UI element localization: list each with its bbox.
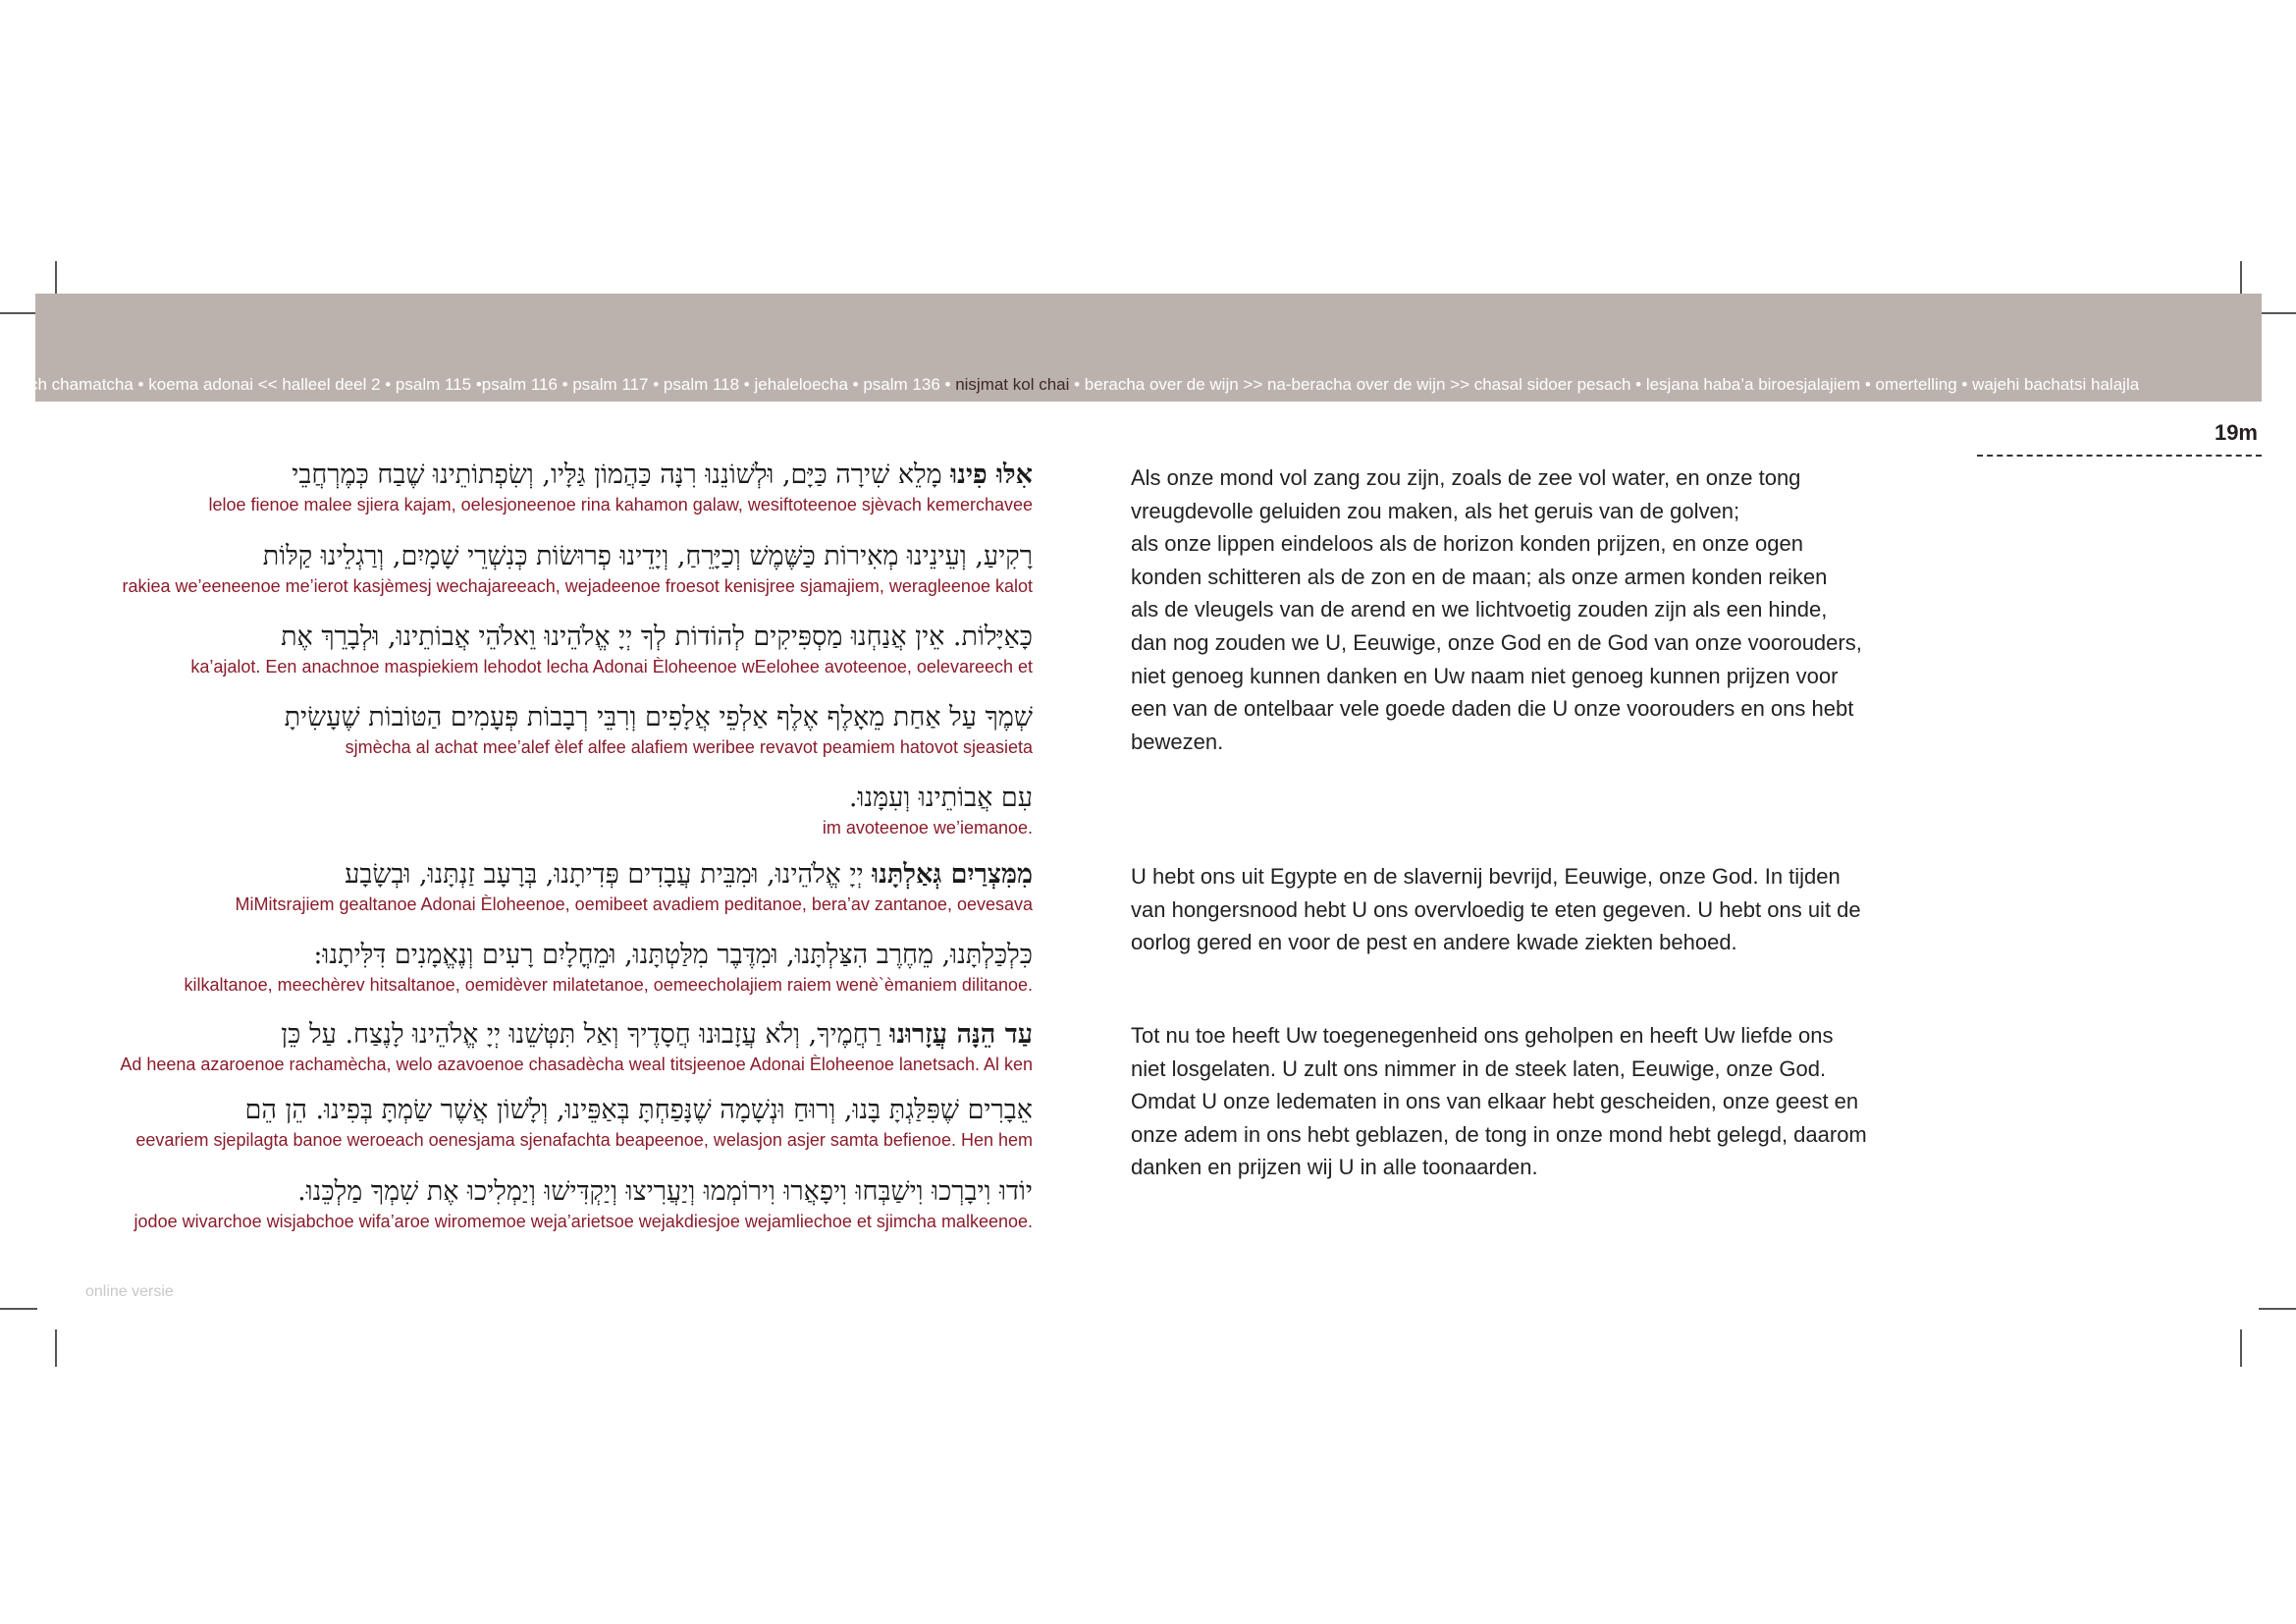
nav-current[interactable]: nisjmat kol chai	[955, 375, 1070, 394]
transliteration: rakiea we’eeneenoe me’ierot kasjèmesj wechajareeach, wejadeenoe froesot kenisjree sjamajiem, weragleenoe kalot	[122, 576, 1033, 596]
hebrew-section	[59, 700, 1033, 759]
dutch-paragraph: Als onze mond vol zang zou zijn, zoals de zee vol water, en onze tong vreugdevolle geluiden zou maken, als het geruis van de golven; als onze lippen eindeloos als de horizon konden prijzen, en onze ogen konden schitteren als de zon en de maan; als onze armen konden reiken als de vleugels van de arend en we lichtvoetig zouden zijn als een hinde, dan nog zouden we U, Eeuwige, onze God en de God van onze voorouders, niet genoeg kunnen danken en Uw naam niet genoeg kunnen prijzen voor een van de ontelbaar vele goede daden die U onze voorouders en ons hebt bewezen.	[1131, 465, 1862, 754]
nav-before[interactable]: ch chamatcha • koema adonai << halleel deel 2 • psalm 115 •psalm 116 • psalm 117 • psalm 118 • jehaleloecha • psalm 136 •	[29, 375, 956, 394]
transliteration: ka’ajalot. Een anachnoe maspiekiem lehodot lecha Adonai Èloheenoe wEelohee avoteenoe, oelevareech et	[190, 657, 1033, 677]
hebrew-line: מִמִּצְרַיִם גְּאַלְתָּנוּ יְיָ אֱלֹהֵינוּ, וּמִבֵּית עֲבָדִים פְּדִיתָנוּ, בְּרָעָב זַנְתָּנוּ, וּבְשָׂבָע	[345, 859, 1033, 890]
footer-note: online versie	[85, 1283, 174, 1300]
crop-mark	[0, 1308, 37, 1310]
transliteration: im avoteenoe we’iemanoe.	[822, 818, 1033, 838]
nav-after[interactable]: • beracha over de wijn >> na-beracha over de wijn >> chasal sidoer pesach • lesjana haba’a biroesjalajiem • omertelling • wajehi bachatsi halajla	[1069, 375, 2140, 394]
crop-mark	[0, 312, 37, 314]
crop-mark	[55, 1329, 57, 1367]
hebrew-line: אֵבָרִים שֶׁפִּלַּגְתָּ בָּנוּ, וְרוּחַ וּנְשָׁמָה שֶׁנָּפַחְתָּ בְּאַפֵּינוּ, וְלָשׁוֹן אֲשֶׁר שַׂמְתָּ בְּפִינוּ. הֵן הֵם	[244, 1095, 1033, 1125]
transliteration: leloe fienoe malee sjiera kajam, oelesjoneenoe rina kahamon galaw, wesiftoteenoe sjèvach kemerchavee	[208, 495, 1033, 514]
hebrew-line: כָּאַיָּלוֹת. אֵין אֲנַחְנוּ מַסְפִּיקִים לְהוֹדוֹת לְךָ יְיָ אֱלֹהֵינוּ וֵאלֹהֵי אֲבוֹתֵינוּ, וּלְבָרֵךְ אֶת	[281, 622, 1033, 652]
transliteration: MiMitsrajiem gealtanoe Adonai Èloheenoe, oemibeet avadiem peditanoe, bera’av zantanoe, oevesava	[235, 894, 1033, 914]
hebrew-bold: מִמִּצְרַיִם גְּאַלְתָּנוּ	[872, 859, 1033, 890]
dutch-paragraph: Tot nu toe heeft Uw toegenegenheid ons geholpen en heeft Uw liefde ons niet losgelaten. U zult ons nimmer in de steek laten, Eeuwige, onze God. Omdat U onze ledematen in ons van elkaar hebt gescheiden, onze geest en onze adem in ons hebt geblazen, de tong in onze mond hebt gelegd, daarom danken en prijzen wij U in alle toonaarden.	[1131, 1023, 1867, 1180]
section-navigation	[29, 374, 2256, 396]
hebrew-section	[59, 620, 1033, 678]
transliteration: jodoe wivarchoe wisjabchoe wifa’aroe wiromemoe weja’arietsoe wejakdiesjoe wejamliechoe et sjimcha malkeenoe.	[133, 1212, 1033, 1231]
hebrew-line: עַד הֵנָּה עֲזָרוּנוּ רַחֲמֶיךָ, וְלֹא עֲזָבוּנוּ חֲסָדֶיךָ וְאַל תִּטְּשֵׁנוּ יְיָ אֱלֹהֵינוּ לָנֶצַח. עַל כֵּן	[281, 1019, 1033, 1050]
hebrew-section	[59, 458, 1033, 516]
crop-mark	[2240, 1329, 2242, 1367]
hebrew-line: רָקִיעַ, וְעֵינֵינוּ מְאִירוֹת כַּשֶּׁמֶשׁ וְכַיָּרֵחַ, וְיָדֵינוּ פְרוּשׂוֹת כְּנִשְׁרֵי שָׁמָיִם, וְרַגְלֵינוּ קַלּוֹת	[262, 541, 1033, 571]
hebrew-section	[59, 781, 1033, 839]
hebrew-line: יוֹדוּ וִיבָרְכוּ וִישַׁבְּחוּ וִיפָאֲרוּ וִירוֹמְמוּ וְיַעֲרִיצוּ וְיַקְדִּישׁוּ וְיַמְלִיכוּ אֶת שִׁמְךָ מַלְכֵּנוּ.	[297, 1176, 1033, 1207]
crop-mark	[2259, 312, 2296, 314]
transliteration: sjmècha al achat mee’alef èlef alfee alafiem weribee revavot peamiem hatovot sjeasieta	[345, 737, 1033, 757]
hebrew-line: אִלּוּ פִינוּ מָלֵא שִׁירָה כַּיָּם, וּלְשׁוֹנֵנוּ רִנָּה כַּהֲמוֹן גַּלָּיו, וְשִׂפְתוֹתֵינוּ שֶׁבַח כְּמֶרְחֲבֵי	[292, 460, 1033, 490]
hebrew-bold: עַד הֵנָּה עֲזָרוּנוּ	[889, 1019, 1033, 1050]
hebrew-line: שְׁמֶךָ עַל אַחַת מֵאָלֶף אֶלֶף אַלְפֵי אֲלָפִים וְרִבֵּי רְבָבוֹת פְּעָמִים הַטּוֹבוֹת שֶׁעָשִׂיתָ	[284, 702, 1033, 732]
hebrew-line: עִם אֲבוֹתֵינוּ וְעִמָּנוּ.	[848, 783, 1033, 813]
hebrew-section	[59, 938, 1033, 997]
hebrew-line: כִּלְכַּלְתָּנוּ, מֵחֶרֶב הִצַּלְתָּנוּ, וּמִדֶּבֶר מִלַּטְתָּנוּ, וּמֵחֳלָיִם רָעִים וְנֶאֱמָנִים דִּלִּיתָנוּ:	[313, 940, 1033, 970]
hebrew-section	[59, 1174, 1033, 1233]
hebrew-section	[59, 1093, 1033, 1152]
hebrew-section	[59, 539, 1033, 598]
hebrew-bold: אִלּוּ פִינוּ	[950, 460, 1033, 490]
hebrew-section	[59, 1017, 1033, 1076]
crop-mark	[2259, 1308, 2296, 1310]
page-number: 19m	[2214, 420, 2258, 445]
hebrew-section	[59, 857, 1033, 916]
dutch-paragraph: U hebt ons uit Egypte en de slavernij bevrijd, Eeuwige, onze God. In tijden van hongersnood hebt U ons overvloedig te eten gegeven. U hebt ons uit de oorlog gered en voor de pest en andere kwade ziekten behoed.	[1131, 864, 1861, 955]
transliteration: Ad heena azaroenoe rachamècha, welo azavoenoe chasadècha weal titsjeenoe Adonai Èloheenoe lanetsach. Al ken	[120, 1055, 1033, 1074]
page-number-rule	[1977, 455, 2262, 457]
transliteration: eevariem sjepilagta banoe weroeach oenesjama sjenafachta beapeenoe, welasjon asjer samta befienoe. Hen hem	[135, 1130, 1033, 1150]
transliteration: kilkaltanoe, meechèrev hitsaltanoe, oemidèver milatetanoe, oemeecholajiem raiem wenè`èmaniem dilitanoe.	[184, 975, 1033, 995]
